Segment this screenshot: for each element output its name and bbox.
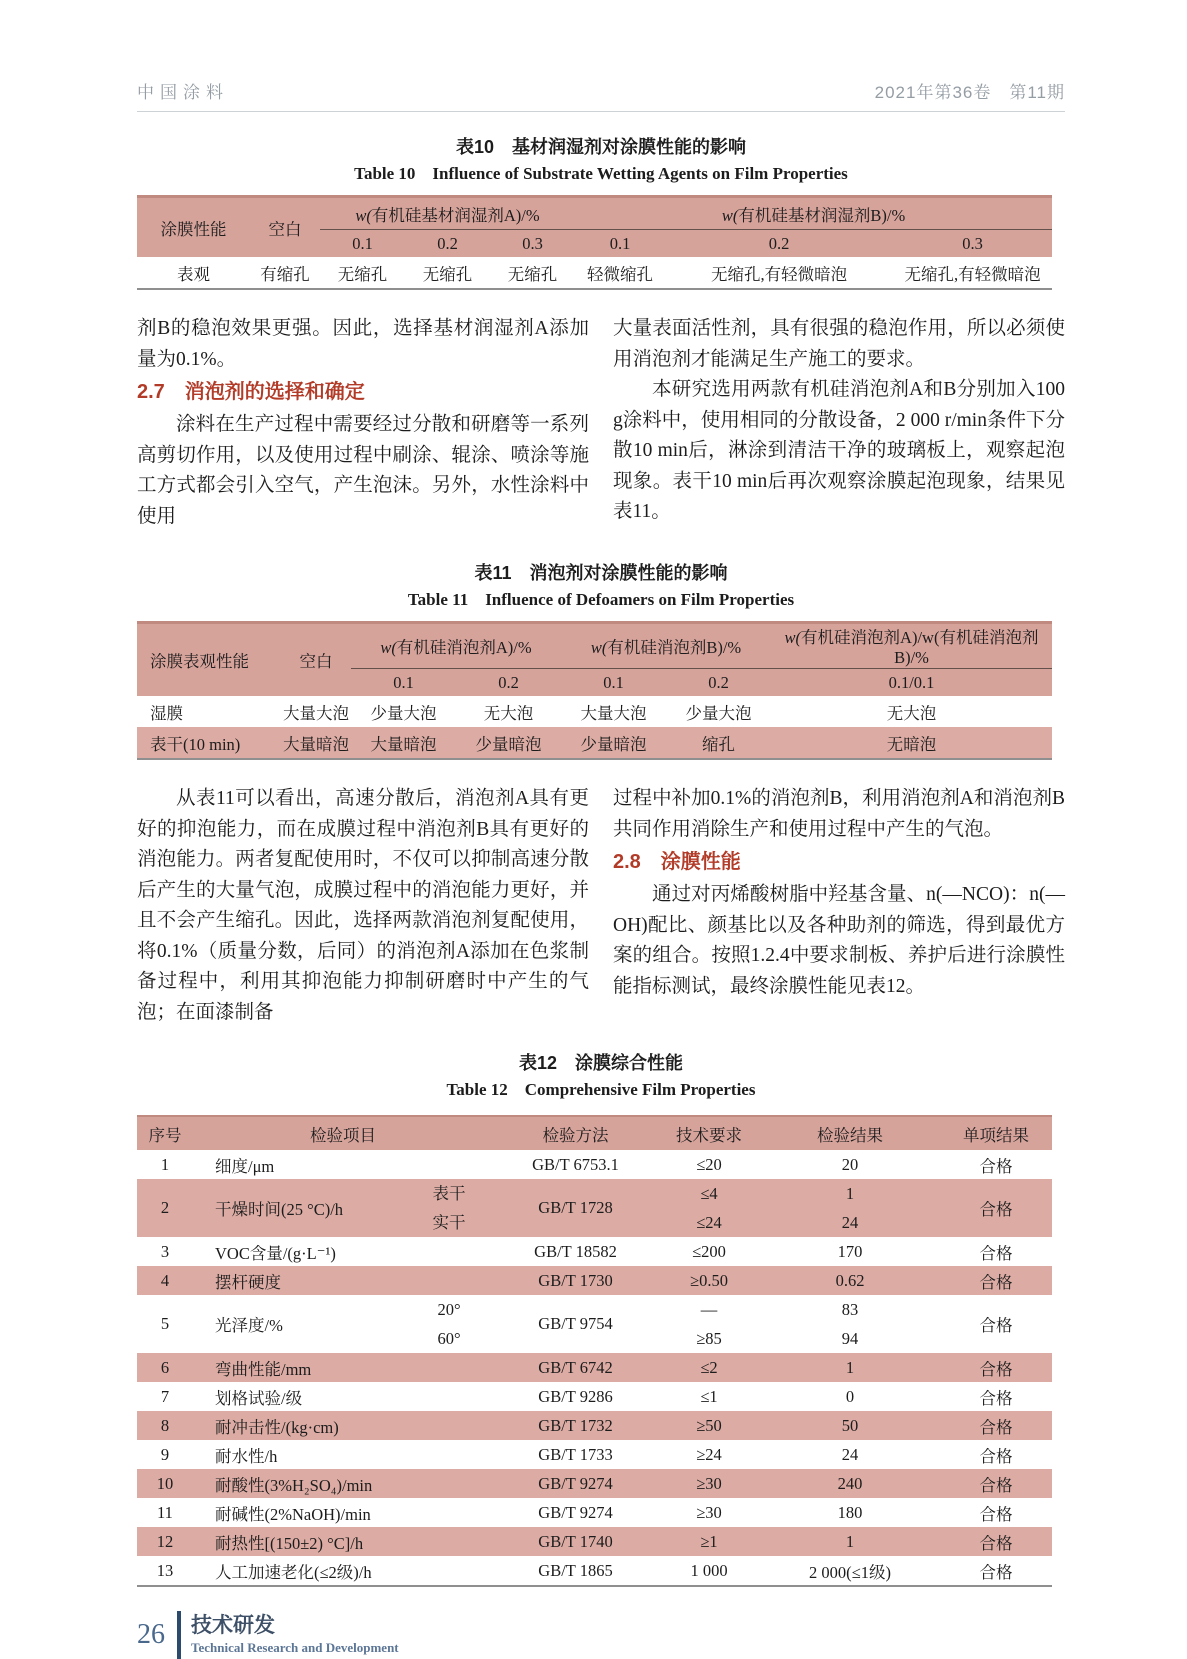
t11-header-property: 涂膜表观性能 bbox=[137, 623, 281, 697]
table11-block bbox=[137, 560, 1065, 760]
table-row bbox=[137, 1266, 1052, 1295]
t12-no: 5 bbox=[137, 1295, 193, 1353]
t12-no: 12 bbox=[137, 1527, 193, 1556]
t12-result: 50 bbox=[760, 1411, 940, 1440]
t12-req: ≥30 bbox=[658, 1469, 760, 1498]
table10-block bbox=[137, 134, 1065, 290]
t12-method: GB/T 6742 bbox=[493, 1353, 658, 1382]
t12-method: GB/T 9274 bbox=[493, 1498, 658, 1527]
left-column-1 bbox=[137, 314, 589, 532]
t12-req: ≥0.50 bbox=[658, 1266, 760, 1295]
t12-item: 耐酸性(3%H₂SO₄)/min bbox=[193, 1469, 405, 1498]
table-row bbox=[137, 1382, 1052, 1411]
t12-verdict: 合格 bbox=[940, 1295, 1052, 1353]
t12-item: VOC含量/(g·L⁻¹) bbox=[193, 1237, 405, 1266]
t12-no: 13 bbox=[137, 1556, 193, 1586]
table-row bbox=[137, 696, 1052, 727]
t12-sub-line: 实干 bbox=[432, 1213, 466, 1232]
issue-info: 2021年第36卷 第11期 bbox=[874, 83, 1065, 102]
t12-item: 人工加速老化(≤2级)/h bbox=[193, 1556, 405, 1586]
t12-sub bbox=[405, 1411, 493, 1440]
table11-title-en: Table 11 Influence of Defoamers on Film Properties bbox=[407, 590, 795, 609]
table12-title-cn: 表12 涂膜综合性能 bbox=[518, 1053, 684, 1073]
t10-sub-a3: 0.3 bbox=[490, 230, 575, 258]
t12-no: 4 bbox=[137, 1266, 193, 1295]
t11-header-blank: 空白 bbox=[281, 623, 351, 697]
page-footer bbox=[137, 1611, 1065, 1659]
table-10 bbox=[137, 195, 1052, 290]
t10-row-label: 表观 bbox=[137, 257, 250, 289]
section-heading-2-7: 2.7 消泡剂的选择和确定 bbox=[137, 381, 365, 403]
t10-sub-b2: 0.2 bbox=[665, 230, 893, 258]
t12-verdict: 合格 bbox=[940, 1440, 1052, 1469]
t12-item: 细度/μm bbox=[193, 1150, 405, 1179]
t12-req-line: — bbox=[700, 1300, 718, 1319]
t11-cell: 大量大泡 bbox=[281, 696, 351, 727]
right-column-1 bbox=[613, 314, 1065, 532]
paragraph: 剂B的稳泡效果更强。因此，选择基材润湿剂A添加量为0.1%。 bbox=[137, 318, 589, 370]
section-heading-2-8: 2.8 涂膜性能 bbox=[613, 851, 741, 873]
two-column-text-1 bbox=[137, 314, 1065, 532]
t11-group-b: w(有机硅消泡剂B)/% bbox=[561, 623, 771, 669]
t12-result: 240 bbox=[760, 1469, 940, 1498]
t11-group-a: w(有机硅消泡剂A)/% bbox=[351, 623, 561, 669]
t12-sub bbox=[405, 1237, 493, 1266]
table12-title-en: Table 12 Comprehensive Film Properties bbox=[446, 1080, 756, 1099]
t12-verdict: 合格 bbox=[940, 1411, 1052, 1440]
table-row bbox=[137, 1498, 1052, 1527]
t12-item: 干燥时间(25 °C)/h bbox=[193, 1179, 405, 1237]
table-row bbox=[137, 1237, 1052, 1266]
t12-req: ≥50 bbox=[658, 1411, 760, 1440]
paragraph: 过程中补加0.1%的消泡剂B，利用消泡剂A和消泡剂B共同作用消除生产和使用过程中产生的气泡。 bbox=[613, 788, 1065, 840]
t12-no: 7 bbox=[137, 1382, 193, 1411]
t10-row-blank: 有缩孔 bbox=[250, 257, 320, 289]
t12-result: 170 bbox=[760, 1237, 940, 1266]
t12-no: 2 bbox=[137, 1179, 193, 1237]
t12-verdict: 合格 bbox=[940, 1556, 1052, 1586]
table10-title-cn: 表10 基材润湿剂对涂膜性能的影响 bbox=[455, 137, 747, 157]
t12-result: 24 bbox=[760, 1440, 940, 1469]
t12-no: 1 bbox=[137, 1150, 193, 1179]
t12-sub bbox=[405, 1295, 493, 1353]
t12-result bbox=[760, 1295, 940, 1353]
t12-no: 9 bbox=[137, 1440, 193, 1469]
footer-section-cn: 技术研发 bbox=[191, 1614, 275, 1637]
table-row bbox=[137, 1411, 1052, 1440]
t12-req bbox=[658, 1179, 760, 1237]
paragraph: 从表11可以看出，高速分散后，消泡剂A具有更好的抑泡能力，而在成膜过程中消泡剂B具有更好的消泡能力。两者复配使用时，不仅可以抑制高速分散后产生的大量气泡，成膜过程中的消泡能力更好，并且不会产生缩孔。因此，选择两款消泡剂复配使用，将0.1%（质量分数，后同）的消泡剂A添加在色浆制备过程中，利用其抑泡能力抑制研磨时中产生的气泡；在面漆制备 bbox=[137, 788, 589, 1023]
t12-verdict: 合格 bbox=[940, 1382, 1052, 1411]
t11-cell: 少量暗泡 bbox=[561, 727, 666, 759]
t10-header-blank: 空白 bbox=[250, 197, 320, 258]
t10-cell: 无缩孔 bbox=[405, 257, 490, 289]
t12-result: 180 bbox=[760, 1498, 940, 1527]
table-row bbox=[137, 257, 1052, 289]
t12-verdict: 合格 bbox=[940, 1266, 1052, 1295]
t12-method: GB/T 1730 bbox=[493, 1266, 658, 1295]
t12-result: 2 000(≤1级) bbox=[760, 1556, 940, 1586]
t11-cell: 大量大泡 bbox=[561, 696, 666, 727]
t12-method: GB/T 6753.1 bbox=[493, 1150, 658, 1179]
t11-cell: 少量大泡 bbox=[351, 696, 456, 727]
t11-cell: 大量暗泡 bbox=[351, 727, 456, 759]
table-row bbox=[137, 1556, 1052, 1586]
table-row bbox=[137, 727, 1052, 759]
t12-sub bbox=[405, 1556, 493, 1586]
t12-sub bbox=[405, 1179, 493, 1237]
page-number: 26 bbox=[137, 1619, 165, 1650]
t12-no: 11 bbox=[137, 1498, 193, 1527]
t11-cell: 少量大泡 bbox=[666, 696, 771, 727]
t11-sub-b2: 0.2 bbox=[666, 669, 771, 697]
footer-section-en: Technical Research and Development bbox=[191, 1640, 399, 1655]
t12-verdict: 合格 bbox=[940, 1498, 1052, 1527]
table-12 bbox=[137, 1115, 1052, 1587]
t12-sub-line: 60° bbox=[437, 1329, 461, 1348]
t10-sub-b1: 0.1 bbox=[575, 230, 665, 258]
t12-result: 20 bbox=[760, 1150, 940, 1179]
t12-item: 摆杆硬度 bbox=[193, 1266, 405, 1295]
t12-header-verdict: 单项结果 bbox=[940, 1116, 1052, 1150]
t12-result: 1 bbox=[760, 1353, 940, 1382]
paragraph: 大量表面活性剂，具有很强的稳泡作用，所以必须使用消泡剂才能满足生产施工的要求。 bbox=[613, 318, 1065, 370]
t12-sub bbox=[405, 1469, 493, 1498]
t12-verdict: 合格 bbox=[940, 1179, 1052, 1237]
t12-sub-line: 表干 bbox=[432, 1184, 466, 1203]
t12-method: GB/T 1732 bbox=[493, 1411, 658, 1440]
t12-result: 0.62 bbox=[760, 1266, 940, 1295]
t12-req bbox=[658, 1295, 760, 1353]
t12-method: GB/T 9274 bbox=[493, 1469, 658, 1498]
t12-method: GB/T 9754 bbox=[493, 1295, 658, 1353]
t12-req: ≥1 bbox=[658, 1527, 760, 1556]
t12-header-method: 检验方法 bbox=[493, 1116, 658, 1150]
t10-cell: 轻微缩孔 bbox=[575, 257, 665, 289]
table10-title-en: Table 10 Influence of Substrate Wetting Agents on Film Properties bbox=[354, 164, 848, 183]
t12-method: GB/T 18582 bbox=[493, 1237, 658, 1266]
table-row bbox=[137, 1469, 1052, 1498]
t12-item: 耐热性[(150±2) °C]/h bbox=[193, 1527, 405, 1556]
t12-result bbox=[760, 1179, 940, 1237]
two-column-text-2 bbox=[137, 784, 1065, 1028]
table12-block bbox=[137, 1050, 1065, 1587]
t12-item: 耐水性/h bbox=[193, 1440, 405, 1469]
left-column-2 bbox=[137, 784, 589, 1028]
paragraph: 涂料在生产过程中需要经过分散和研磨等一系列高剪切作用，以及使用过程中刷涂、辊涂、喷涂等施工方式都会引入空气，产生泡沫。另外，水性涂料中使用 bbox=[137, 414, 589, 527]
t12-req: ≥30 bbox=[658, 1498, 760, 1527]
t11-cell: 无大泡 bbox=[456, 696, 561, 727]
t11-cell: 无暗泡 bbox=[771, 727, 1052, 759]
paragraph: 本研究选用两款有机硅消泡剂A和B分别加入100 g涂料中，使用相同的分散设备，2 000 r/min条件下分散10 min后，淋涂到清洁干净的玻璃板上，观察起泡现象。表干10 min后再次观察涂膜起泡现象，结果见表11。 bbox=[613, 379, 1065, 522]
t12-item: 光泽度/% bbox=[193, 1295, 405, 1353]
table-row bbox=[137, 1440, 1052, 1469]
t12-sub bbox=[405, 1498, 493, 1527]
t12-req-line: ≥85 bbox=[696, 1329, 722, 1348]
t12-item: 弯曲性能/mm bbox=[193, 1353, 405, 1382]
t12-sub bbox=[405, 1150, 493, 1179]
t10-group-b: w(有机硅基材润湿剂B)/% bbox=[575, 197, 1052, 230]
t12-item: 耐冲击性/(kg·cm) bbox=[193, 1411, 405, 1440]
t12-req: ≤2 bbox=[658, 1353, 760, 1382]
t10-cell: 无缩孔,有轻微暗泡 bbox=[893, 257, 1052, 289]
t12-no: 10 bbox=[137, 1469, 193, 1498]
t12-sub bbox=[405, 1527, 493, 1556]
t12-sub bbox=[405, 1353, 493, 1382]
t12-result-line: 94 bbox=[841, 1329, 859, 1348]
t11-cell: 无大泡 bbox=[771, 696, 1052, 727]
footer-divider bbox=[177, 1611, 181, 1659]
t12-req: ≤20 bbox=[658, 1150, 760, 1179]
table-row bbox=[137, 1527, 1052, 1556]
t12-result: 1 bbox=[760, 1527, 940, 1556]
t12-sub bbox=[405, 1382, 493, 1411]
t12-no: 8 bbox=[137, 1411, 193, 1440]
table-row bbox=[137, 1295, 1052, 1353]
t12-header-req: 技术要求 bbox=[658, 1116, 760, 1150]
t12-method: GB/T 1728 bbox=[493, 1179, 658, 1237]
t12-sub bbox=[405, 1440, 493, 1469]
t12-req-line: ≤4 bbox=[700, 1184, 718, 1203]
t12-req: ≤200 bbox=[658, 1237, 760, 1266]
t12-verdict: 合格 bbox=[940, 1353, 1052, 1382]
t12-req: 1 000 bbox=[658, 1556, 760, 1586]
table11-title-cn: 表11 消泡剂对涂膜性能的影响 bbox=[474, 563, 728, 583]
t12-method: GB/T 1733 bbox=[493, 1440, 658, 1469]
t11-cell: 少量暗泡 bbox=[456, 727, 561, 759]
table-11 bbox=[137, 621, 1052, 760]
right-column-2 bbox=[613, 784, 1065, 1028]
table-row bbox=[137, 1179, 1052, 1237]
t12-header-item: 检验项目 bbox=[193, 1116, 493, 1150]
t12-no: 6 bbox=[137, 1353, 193, 1382]
t12-item: 耐碱性(2%NaOH)/min bbox=[193, 1498, 405, 1527]
t10-group-a: w(有机硅基材润湿剂A)/% bbox=[320, 197, 575, 230]
t11-sub-a1: 0.1 bbox=[351, 669, 456, 697]
t10-header-property: 涂膜性能 bbox=[137, 197, 250, 258]
paragraph: 通过对丙烯酸树脂中羟基含量、n(—NCO)：n(—OH)配比、颜基比以及各种助剂的筛选，得到最优方案的组合。按照1.2.4中要求制板、养护后进行涂膜性能指标测试，最终涂膜性能见表12。 bbox=[613, 884, 1065, 997]
table-row bbox=[137, 1353, 1052, 1382]
t11-row-label: 湿膜 bbox=[137, 696, 281, 727]
t11-cell: 缩孔 bbox=[666, 727, 771, 759]
t10-sub-b3: 0.3 bbox=[893, 230, 1052, 258]
t12-result-line: 83 bbox=[841, 1300, 859, 1319]
t12-verdict: 合格 bbox=[940, 1237, 1052, 1266]
t12-item: 划格试验/级 bbox=[193, 1382, 405, 1411]
page-header bbox=[137, 78, 1065, 112]
t12-result: 0 bbox=[760, 1382, 940, 1411]
t11-sub-b1: 0.1 bbox=[561, 669, 666, 697]
t12-method: GB/T 1865 bbox=[493, 1556, 658, 1586]
t10-cell: 无缩孔 bbox=[320, 257, 405, 289]
t12-result-line: 1 bbox=[845, 1184, 855, 1203]
t11-row-label: 表干(10 min) bbox=[137, 727, 281, 759]
t12-verdict: 合格 bbox=[940, 1150, 1052, 1179]
t11-cell: 大量暗泡 bbox=[281, 727, 351, 759]
t12-sub bbox=[405, 1266, 493, 1295]
t11-sub-ab: 0.1/0.1 bbox=[771, 669, 1052, 697]
t12-no: 3 bbox=[137, 1237, 193, 1266]
t12-header-no: 序号 bbox=[137, 1116, 193, 1150]
t10-cell: 无缩孔 bbox=[490, 257, 575, 289]
table-row bbox=[137, 1150, 1052, 1179]
t11-group-ab: w(有机硅消泡剂A)/w(有机硅消泡剂B)/% bbox=[771, 623, 1052, 669]
t12-verdict: 合格 bbox=[940, 1527, 1052, 1556]
t12-result-line: 24 bbox=[841, 1213, 859, 1232]
t12-method: GB/T 9286 bbox=[493, 1382, 658, 1411]
t12-req: ≥24 bbox=[658, 1440, 760, 1469]
t12-sub-line: 20° bbox=[437, 1300, 461, 1319]
t12-method: GB/T 1740 bbox=[493, 1527, 658, 1556]
t12-verdict: 合格 bbox=[940, 1469, 1052, 1498]
t10-sub-a2: 0.2 bbox=[405, 230, 490, 258]
t10-sub-a1: 0.1 bbox=[320, 230, 405, 258]
journal-name: 中国涂料 bbox=[137, 83, 229, 102]
t12-header-result: 检验结果 bbox=[760, 1116, 940, 1150]
t12-req-line: ≤24 bbox=[696, 1213, 722, 1232]
t10-cell: 无缩孔,有轻微暗泡 bbox=[665, 257, 893, 289]
t12-req: ≤1 bbox=[658, 1382, 760, 1411]
footer-section bbox=[191, 1613, 399, 1657]
t11-sub-a2: 0.2 bbox=[456, 669, 561, 697]
